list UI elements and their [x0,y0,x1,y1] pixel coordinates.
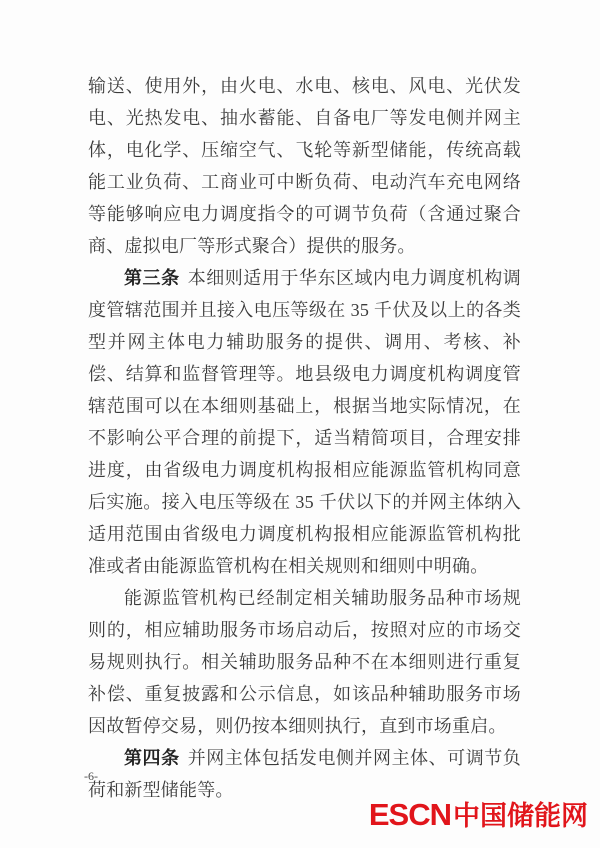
escn-logo-cjk: 中国储能网 [453,801,588,831]
escn-logo-latin: ESCN [368,797,451,832]
paragraph: 第三条 本细则适用于华东区域内电力调度机构调度管辖范围并且接入电压等级在 35 千伏及以上的各类型并网主体电力辅助服务的提供、调用、考核、补偿、结算和监督管理等。地县级电力调度机构调度管辖范围可以在本细则基础上，根据当地实际情况，在不影响公平合理的前提下，适当精简项目，合理安排进度，由省级电力调度机构报相应能源监管机构同意后实施。接入电压等级在 35 千伏以下的并网主体纳入适用范围由省级电力调度机构报相应能源监管机构批准或者由能源监管机构在相关规则和细则中明确。 [88,268,521,576]
article-number: 第三条 [124,268,180,288]
escn-logo [368,797,588,832]
paragraph: 能源监管机构已经制定相关辅助服务品种市场规则的，相应辅助服务市场启动后，按照对应的市场交易规则执行。相关辅助服务品种不在本细则进行重复补偿、重复披露和公示信息，如该品种辅助服务市场因故暂停交易，则仍按本细则执行，直到市场重启。 [88,588,521,736]
paragraph: 第四条 并网主体包括发电侧并网主体、可调节负荷和新型储能等。 [88,748,521,800]
page-number: -6- [84,769,98,783]
document-body [88,70,521,806]
paragraph: 输送、使用外，由火电、水电、核电、风电、光伏发电、光热发电、抽水蓄能、自备电厂等发电侧并网主体，电化学、压缩空气、飞轮等新型储能，传统高载能工业负荷、工商业可中断负荷、电动汽车充电网络等能够响应电力调度指令的可调节负荷（含通过聚合商、虚拟电厂等形式聚合）提供的服务。 [88,76,521,256]
article-number: 第四条 [124,748,180,768]
